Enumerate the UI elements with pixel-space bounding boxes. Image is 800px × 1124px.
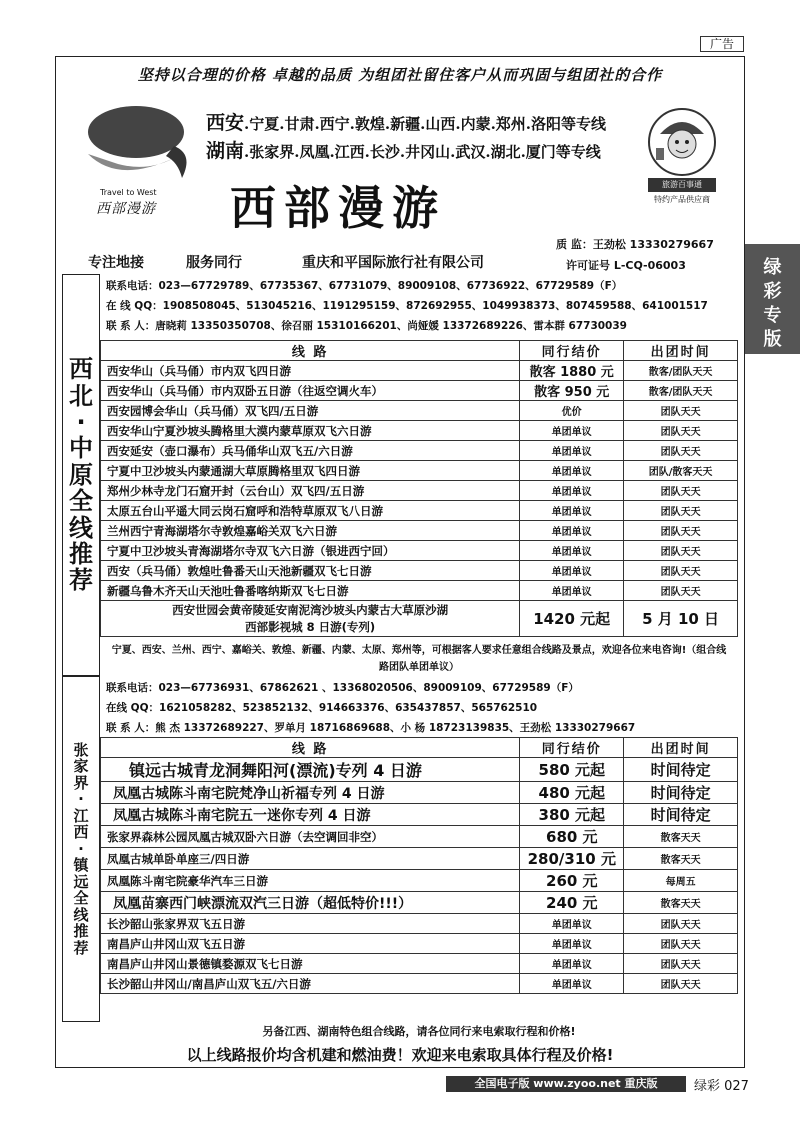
route-name: 凤凰古城陈斗南宅院梵净山祈福专列 4 日游	[101, 782, 520, 804]
table-row	[101, 782, 738, 804]
vertical-char: ·	[76, 408, 86, 437]
routes-line-2-lead: 湖南	[206, 140, 245, 162]
route-name: 长沙韶山张家界双飞五日游	[101, 914, 520, 934]
route-date: 时间待定	[624, 758, 738, 782]
route-date: 散客/团队天天	[624, 381, 738, 401]
brand-title: 西部漫游	[230, 181, 446, 235]
vertical-char: 全	[69, 487, 93, 516]
vertical-char: 镇	[73, 856, 89, 875]
route-date: 团队天天	[624, 581, 738, 601]
vertical-char: 江	[73, 806, 89, 825]
table-row	[101, 401, 738, 421]
route-name: 西安园博会华山（兵马俑）双飞四/五日游	[101, 401, 520, 421]
route-date: 团队天天	[624, 974, 738, 994]
route-date: 团队天天	[624, 914, 738, 934]
table-row	[101, 361, 738, 381]
route-name: 南昌庐山井冈山双飞五日游	[101, 934, 520, 954]
route-date: 团队天天	[624, 421, 738, 441]
mascot-sub: 特约产品供应商	[654, 195, 710, 204]
tagline-company: 重庆和平国际旅行社有限公司	[302, 255, 484, 271]
route-price: 680 元	[520, 826, 624, 848]
route-name: 凤凰陈斗南宅院豪华汽车三日游	[101, 870, 520, 892]
table-row-special	[101, 601, 738, 637]
route-date: 团队天天	[624, 934, 738, 954]
route-date: 团队天天	[624, 541, 738, 561]
side-tab	[745, 244, 800, 354]
route-date: 团队天天	[624, 521, 738, 541]
table-row	[101, 974, 738, 994]
route-name: 郑州少林寺龙门石窟开封（云台山）双飞四/五日游	[101, 481, 520, 501]
logo-swoosh-icon	[78, 98, 198, 194]
vertical-char: 家	[73, 757, 89, 776]
table-row	[101, 914, 738, 934]
table-row	[101, 804, 738, 826]
route-date: 散客天天	[624, 826, 738, 848]
table-row	[101, 892, 738, 914]
vertical-char: 全	[73, 889, 89, 908]
section1-note: 宁夏、西安、兰州、西宁、嘉峪关、敦煌、新疆、内蒙、太原、郑州等，可根据客人要求任意组合线路及景点，欢迎各位来电咨询!（组合线路团队单团单议）	[111, 645, 727, 673]
edition-bar: 全国电子版 www.zyoo.net 重庆版	[446, 1076, 686, 1092]
section1-qq: 在 线 QQ：1908508045、513045216、1191295159、872692955、1049938373、807459588、641001517	[106, 300, 708, 312]
route-date: 团队天天	[624, 401, 738, 421]
ad-tag: 广告	[700, 36, 744, 52]
route-name: 西安华山（兵马俑）市内双卧五日游（往返空调火车）	[101, 381, 520, 401]
vertical-char: 西	[69, 355, 93, 384]
col-date: 出团时间	[624, 341, 738, 361]
route-price: 散客 950 元	[520, 381, 624, 401]
route-date: 团队天天	[624, 561, 738, 581]
col-date: 出团时间	[624, 738, 738, 758]
table-row	[101, 934, 738, 954]
table-row	[101, 381, 738, 401]
section2-vertical-title	[62, 676, 100, 1022]
vertical-char: 原	[69, 460, 93, 489]
section1-vertical-title	[62, 274, 100, 676]
route-name: 西安延安（壶口瀑布）兵马俑华山双飞五/六日游	[101, 441, 520, 461]
vertical-char: 张	[73, 740, 89, 759]
mascot-label: 旅游百事通	[648, 178, 716, 192]
vertical-char: ·	[78, 790, 84, 809]
vertical-char: 线	[73, 905, 89, 924]
route-name: 凤凰苗寨西门峡漂流双汽三日游（超低特价!!!）	[101, 892, 520, 914]
route-price: 480 元起	[520, 782, 624, 804]
route-date: 团队天天	[624, 441, 738, 461]
route-date: 团队天天	[624, 501, 738, 521]
route-price: 单团单议	[520, 581, 624, 601]
vertical-char: 线	[69, 513, 93, 542]
route-price: 380 元起	[520, 804, 624, 826]
company-logo	[78, 98, 198, 216]
vertical-char: 推	[73, 922, 89, 941]
table-row	[101, 581, 738, 601]
slogan: 坚持以合理的价格 卓越的品质 为组团社留住客户从而巩固与组团社的合作	[137, 66, 663, 84]
table-row	[101, 541, 738, 561]
routes-line-2	[206, 136, 601, 163]
vertical-char: ·	[78, 839, 84, 858]
mascot-icon	[648, 104, 716, 178]
vertical-char: 荐	[73, 938, 89, 957]
routes-line-1-lead: 西安	[206, 112, 245, 134]
route-price: 单团单议	[520, 914, 624, 934]
vertical-char: 北	[69, 381, 93, 410]
route-name: 凤凰古城单卧单座三/四日游	[101, 848, 520, 870]
route-date: 时间待定	[624, 782, 738, 804]
vertical-char: 推	[69, 539, 93, 568]
routes-line-2-rest: .张家界.凤凰.江西.长沙.井冈山.武汉.湖北.厦门等专线	[244, 143, 601, 161]
quality-supervisor: 质 监：王劲松 13330279667	[556, 238, 714, 251]
vertical-char: 荐	[69, 566, 93, 595]
route-name: 凤凰古城陈斗南宅院五一迷你专列 4 日游	[101, 804, 520, 826]
side-tab-char: 绿	[763, 257, 782, 278]
route-price: 单团单议	[520, 561, 624, 581]
route-price: 散客 1880 元	[520, 361, 624, 381]
table-row	[101, 481, 738, 501]
route-price: 单团单议	[520, 974, 624, 994]
route-date: 时间待定	[624, 804, 738, 826]
route-price: 单团单议	[520, 541, 624, 561]
table-row	[101, 501, 738, 521]
route-price: 580 元起	[520, 758, 624, 782]
route-name	[101, 601, 520, 637]
section1-route-table	[100, 340, 738, 637]
route-name: 太原五台山平遥大同云岗石窟呼和浩特草原双飞八日游	[101, 501, 520, 521]
section2-phone: 联系电话：023—67736931、67862621 、13368020506、89009109、67729589（F）	[106, 682, 579, 694]
route-date: 散客天天	[624, 892, 738, 914]
tagline-focus: 专注地接	[88, 255, 144, 271]
table-row	[101, 521, 738, 541]
mascot-image	[648, 104, 716, 208]
route-date: 5 月 10 日	[624, 601, 738, 637]
route-name: 宁夏中卫沙坡头内蒙通湖大草原腾格里双飞四日游	[101, 461, 520, 481]
col-price: 同行结价	[520, 341, 624, 361]
route-name: 兰州西宁青海湖塔尔寺敦煌嘉峪关双飞六日游	[101, 521, 520, 541]
route-date: 团队/散客天天	[624, 461, 738, 481]
route-price: 260 元	[520, 870, 624, 892]
route-name: 张家界森林公园凤凰古城双卧六日游（去空调回非空）	[101, 826, 520, 848]
route-date: 团队天天	[624, 481, 738, 501]
side-tab-char: 版	[763, 329, 782, 350]
route-price: 单团单议	[520, 934, 624, 954]
table-row	[101, 421, 738, 441]
logo-english: Travel to West	[100, 188, 157, 197]
section1-phone: 联系电话：023—67729789、67735367、67731079、89009108、67736922、67729589（F）	[106, 280, 623, 292]
route-price: 单团单议	[520, 441, 624, 461]
route-date: 散客/团队天天	[624, 361, 738, 381]
route-name: 宁夏中卫沙坡头青海湖塔尔寺双飞六日游（银进西宁回）	[101, 541, 520, 561]
table-row	[101, 758, 738, 782]
section2-note: 另备江西、湖南特色组合线路，请各位同行来电索取行程和价格!	[262, 1025, 576, 1038]
section2-route-table	[100, 737, 738, 994]
route-name: 西安（兵马俑）敦煌吐鲁番天山天池新疆双飞七日游	[101, 561, 520, 581]
tagline-service: 服务同行	[186, 255, 242, 271]
logo-chinese: 西部漫游	[96, 201, 156, 217]
section2-rows	[101, 758, 738, 994]
route-price: 1420 元起	[520, 601, 624, 637]
route-price: 240 元	[520, 892, 624, 914]
table-row	[101, 441, 738, 461]
section2-qq: 在线 QQ：1621058282、523852132、914663376、635437857、565762510	[106, 702, 538, 714]
route-name: 新疆乌鲁木齐天山天池吐鲁番喀纳斯双飞七日游	[101, 581, 520, 601]
route-name: 镇远古城青龙洞舞阳河(漂流)专列 4 日游	[101, 758, 520, 782]
vertical-char: 远	[73, 872, 89, 891]
route-date: 团队天天	[624, 954, 738, 974]
route-price: 单团单议	[520, 501, 624, 521]
route-date: 散客天天	[624, 848, 738, 870]
route-price: 优价	[520, 401, 624, 421]
route-date: 每周五	[624, 870, 738, 892]
route-price: 单团单议	[520, 521, 624, 541]
footer-notice: 以上线路报价均含机建和燃油费！欢迎来电索取具体行程及价格!	[186, 1046, 614, 1064]
section1-people: 联 系 人：唐晓莉 13350350708、徐召丽 15310166201、尚娅媛 13372689226、雷本群 67730039	[106, 320, 627, 332]
routes-line-1	[206, 108, 606, 135]
route-price: 单团单议	[520, 481, 624, 501]
route-name: 西安华山（兵马俑）市内双飞四日游	[101, 361, 520, 381]
table-row	[101, 461, 738, 481]
side-tab-char: 彩	[763, 281, 782, 302]
route-name: 南昌庐山井冈山景德镇婺源双飞七日游	[101, 954, 520, 974]
route-name-line: 西部影视城 8 日游(专列)	[245, 619, 376, 634]
route-name: 西安华山宁夏沙坡头腾格里大漠内蒙草原双飞六日游	[101, 421, 520, 441]
route-price: 单团单议	[520, 954, 624, 974]
table-row	[101, 870, 738, 892]
route-price: 单团单议	[520, 461, 624, 481]
section2-contacts	[106, 678, 635, 738]
route-price: 280/310 元	[520, 848, 624, 870]
route-name: 长沙韶山井冈山/南昌庐山双飞五/六日游	[101, 974, 520, 994]
table-row	[101, 954, 738, 974]
col-route: 线 路	[101, 341, 520, 361]
license-number: 许可证号 L-CQ-06003	[566, 259, 686, 272]
side-tab-char: 专	[763, 305, 782, 326]
section1-rows	[101, 361, 738, 637]
page-number: 绿彩 027	[694, 1079, 749, 1094]
table-row	[101, 561, 738, 581]
routes-line-1-rest: .宁夏.甘肃.西宁.敦煌.新疆.山西.内蒙.郑州.洛阳等专线	[244, 115, 607, 133]
col-route: 线 路	[101, 738, 520, 758]
section2-people: 联 系 人：熊 杰 13372689227、罗单月 18716869688、小 杨 18723139835、王劲松 13330279667	[106, 722, 636, 734]
vertical-char: 界	[73, 773, 89, 792]
vertical-char: 西	[73, 823, 89, 842]
route-name-line: 西安世园会黄帝陵延安南泥湾沙坡头内蒙古大草原沙湖	[172, 602, 449, 617]
col-price: 同行结价	[520, 738, 624, 758]
table-row	[101, 848, 738, 870]
table-row	[101, 826, 738, 848]
route-price: 单团单议	[520, 421, 624, 441]
vertical-char: 中	[69, 434, 93, 463]
section1-contacts	[106, 276, 708, 336]
